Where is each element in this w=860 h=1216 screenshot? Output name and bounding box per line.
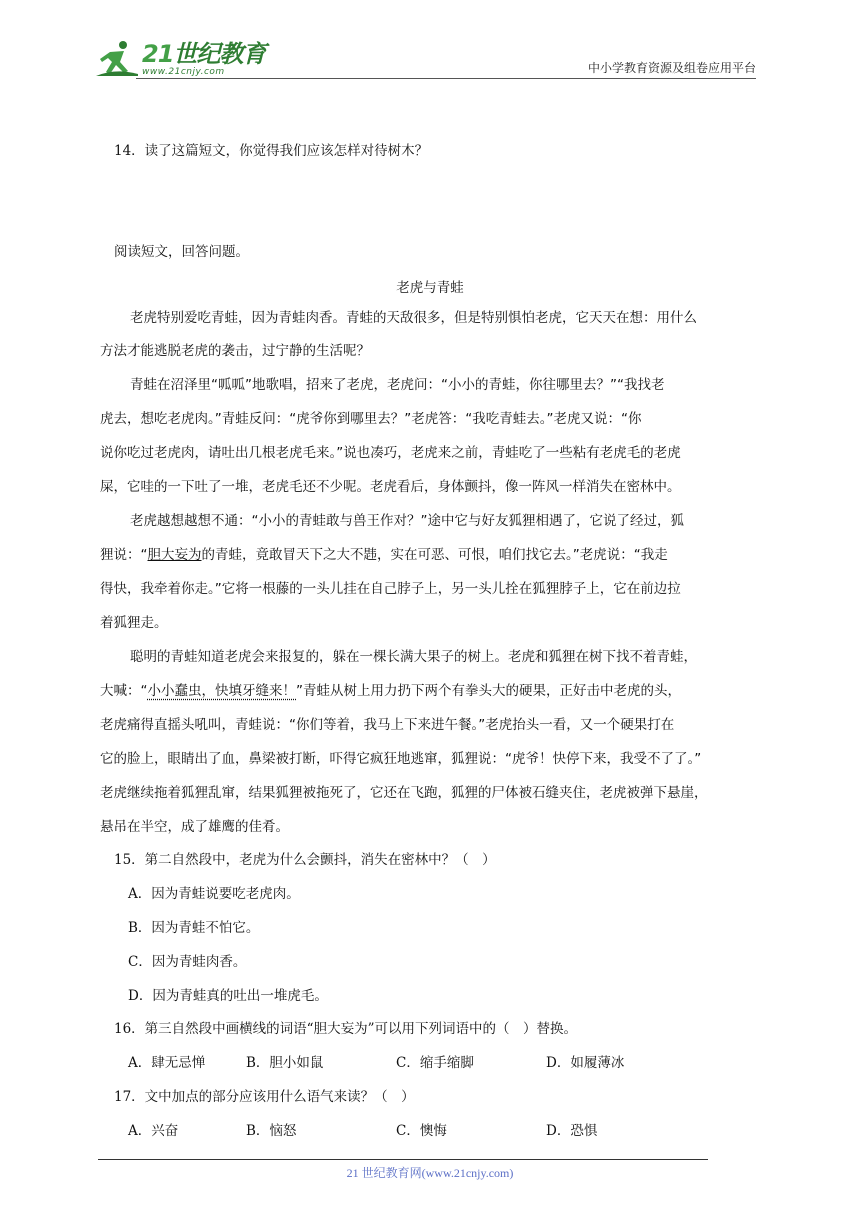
reading-instruction: 阅读短文，回答问题。 [114, 244, 249, 260]
question-17: 17．文中加点的部分应该用什么语气来读？（ ） [114, 1089, 415, 1105]
header-divider [136, 78, 756, 79]
passage-line: 说你吃过老虎肉，请吐出几根老虎毛来。”说也凑巧，老虎来之前，青蛙吃了一些粘有老虎毛的老虎 [100, 445, 681, 461]
option-b[interactable]: B．恼怒 [246, 1123, 297, 1139]
underlined-phrase: 胆大妄为 [147, 547, 202, 563]
logo-name: 世纪教育 [173, 40, 266, 68]
passage-line: 着狐狸走。 [100, 615, 168, 631]
option-c[interactable]: C．懊悔 [396, 1123, 447, 1139]
question-16: 16．第三自然段中画横线的词语“胆大妄为”可以用下列词语中的（ ）替换。 [114, 1021, 577, 1037]
runner-logo-icon [96, 38, 138, 78]
passage-line [100, 545, 668, 565]
platform-name: 中小学教育资源及组卷应用平台 [587, 61, 756, 75]
option-b[interactable]: B．因为青蛙不怕它。 [128, 920, 260, 936]
site-logo [96, 34, 265, 78]
passage-line: 屎，它哇的一下吐了一堆，老虎毛还不少呢。老虎看后，身体颤抖，像一阵风一样消失在密林中。 [100, 479, 681, 495]
option-a[interactable]: A．因为青蛙说要吃老虎肉。 [128, 886, 300, 902]
passage-line: 得快，我牵着你走。”它将一根藤的一头儿挂在自己脖子上，另一头儿拴在狐狸脖子上，它在前边拉 [100, 581, 681, 597]
passage-line [100, 681, 681, 701]
question-15: 15．第二自然段中，老虎为什么会颤抖，消失在密林中？（ ） [114, 852, 496, 868]
passage-line: 它的脸上，眼睛出了血，鼻梁被打断，吓得它疯狂地逃窜，狐狸说：“虎爷！快停下来，我受不了了。” [100, 751, 702, 767]
passage-text: ”青蛙从树上用力扔下两个有拳头大的硬果，正好击中老虎的头， [296, 683, 681, 699]
passage-line: 悬吊在半空，成了雄鹰的佳肴。 [100, 819, 289, 835]
page-header [96, 28, 756, 80]
option-d[interactable]: D．恐惧 [546, 1123, 598, 1139]
option-a[interactable]: A．兴奋 [128, 1123, 179, 1139]
passage-text: 的青蛙，竟敢冒天下之大不韪，实在可恶、可恨，咱们找它去。”老虎说：“我走 [201, 547, 668, 563]
option-b[interactable]: B．胆小如鼠 [246, 1055, 324, 1071]
option-c[interactable]: C．缩手缩脚 [396, 1055, 474, 1071]
question-14: 14．读了这篇短文，你觉得我们应该怎样对待树木？ [114, 143, 429, 159]
option-d[interactable]: D．如履薄冰 [546, 1055, 625, 1071]
logo-number: 21 [142, 40, 174, 68]
passage-text: 大喊：“ [100, 683, 148, 699]
option-a[interactable]: A．肆无忌惮 [128, 1055, 206, 1071]
options-row [128, 1053, 624, 1073]
passage-line: 老虎特别爱吃青蛙，因为青蛙肉香。青蛙的天敌很多，但是特别惧怕老虎，它天天在想：用什么 [130, 310, 697, 326]
options-row [128, 1121, 597, 1141]
passage-line: 老虎越想越想不通：“小小的青蛙敢与兽王作对？”途中它与好友狐狸相遇了，它说了经过，狐 [130, 513, 684, 529]
footer-link[interactable]: 21 世纪教育网(www.21cnjy.com) [346, 1166, 514, 1180]
option-d[interactable]: D．因为青蛙真的吐出一堆虎毛。 [128, 988, 328, 1004]
footer-divider [98, 1159, 708, 1160]
passage-line: 老虎痛得直摇头吼叫，青蛙说：“你们等着，我马上下来进午餐。”老虎抬头一看，又一个硬果打在 [100, 717, 675, 733]
passage-title: 老虎与青蛙 [396, 280, 464, 296]
passage-line: 虎去，想吃老虎肉。”青蛙反问：“虎爷你到哪里去？”老虎答：“我吃青蛙去。”老虎又说：“你 [100, 411, 642, 427]
passage-line: 老虎继续拖着狐狸乱窜，结果狐狸被拖死了，它还在飞跑，狐狸的尸体被石缝夹住，老虎被弹下悬崖， [100, 785, 708, 801]
passage-line: 方法才能逃脱老虎的袭击，过宁静的生活呢？ [100, 343, 370, 359]
passage-line: 聪明的青蛙知道老虎会来报复的，躲在一棵长满大果子的树上。老虎和狐狸在树下找不着青蛙， [130, 649, 697, 665]
logo-url: www.21cnjy.com [142, 67, 225, 77]
passage-text: 狸说：“ [100, 547, 148, 563]
option-c[interactable]: C．因为青蛙肉香。 [128, 954, 247, 970]
dotted-phrase: 小小蠢虫，快填牙缝来！ [147, 683, 296, 699]
passage-line: 青蛙在沼泽里“呱呱”地歌唱，招来了老虎，老虎问：“小小的青蛙，你往哪里去？”“我找老 [130, 377, 665, 393]
